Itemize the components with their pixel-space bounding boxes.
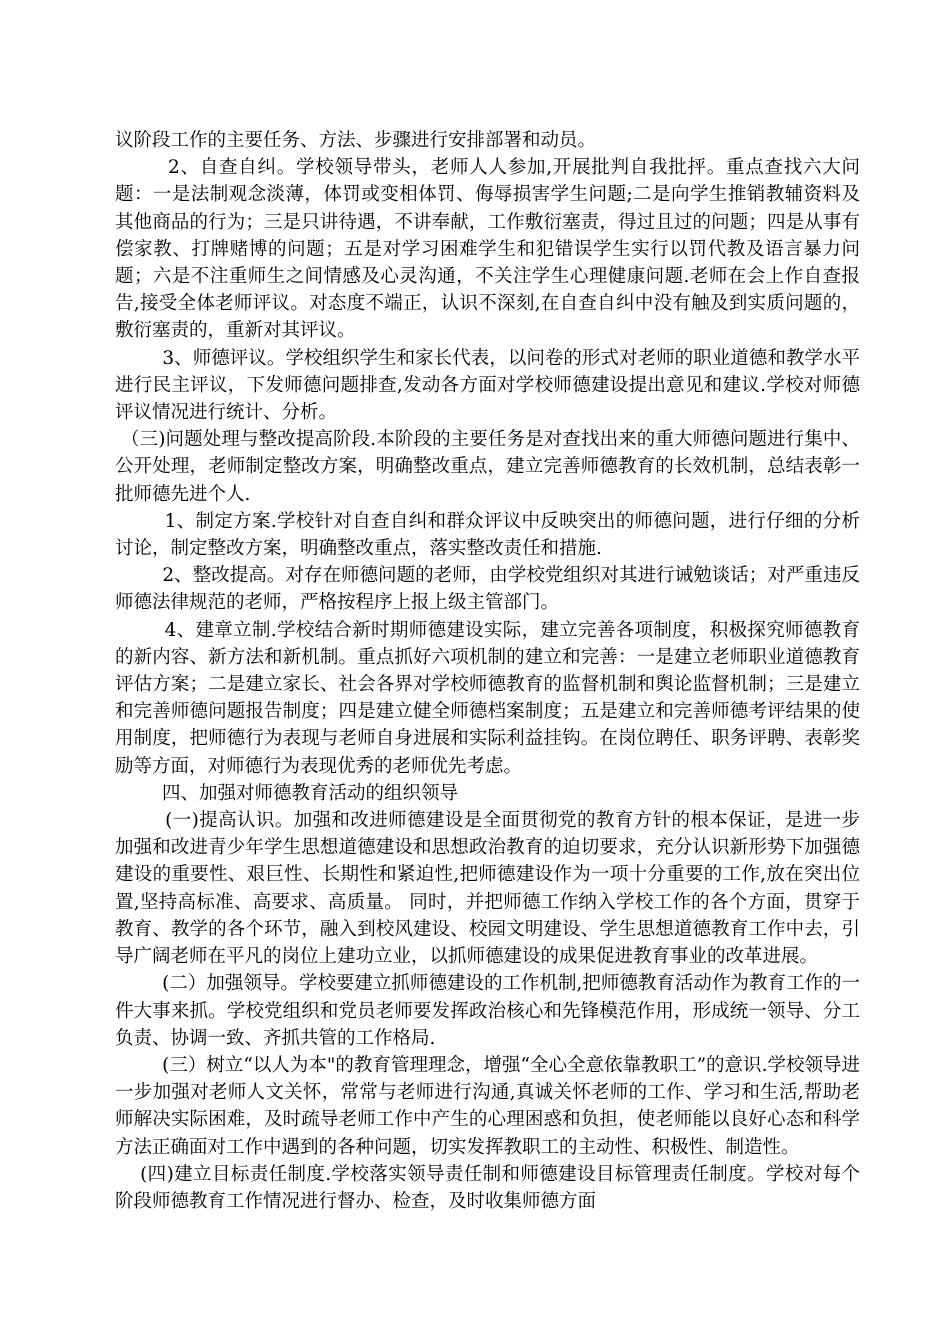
paragraph-make-plan: 1、制定方案.学校针对自查自纠和群众评议中反映突出的师德问题，进行仔细的分析讨论，制定整改方案，明确整改重点，落实整改责任和措施. — [115, 510, 861, 560]
paragraph-rectification-stage: （三)问题处理与整改提高阶段.本阶段的主要任务是对查找出来的重大师德问题进行集中、公开处理，老师制定整改方案，明确整改重点，建立完善师德教育的长效机制，总结表彰一批师德先进个人. — [115, 429, 860, 505]
paragraph-raise-awareness: (一)提高认识。加强和改进师德建设是全面贯彻党的教育方针的根本保证，是进一步加强和改进青少年学生思想道德建设和思想政治教育的迫切要求，充分认识新形势下加强德建设的重要性、艰巨性、长期性和紧迫性,把师德建设作为一项十分重要的工作,放在突出位置,坚持高标准、高要求、高质量。 同时，并把师德工作纳入学校工作的各个方面，贯穿于教育、教学的各个环节，融入到校风建设、校园文明建设、学生思想道德教育工作中去，引导广阔老师在平凡的岗位上建功立业，以抓师德建设的成果促进教育事业的改革进展。 — [115, 810, 860, 968]
paragraph-self-inspection: 2、自查自纠。学校领导带头，老师人人参加,开展批判自我批抨。重点查找六大问题：一是法制观念淡薄，体罚或变相体罚、侮辱损害学生问题;二是向学生推销教辅资料及其他商品的行为；三是只讲待遇，不讲奉献，工作敷衍塞责，得过且过的问题；四是从事有偿家教、打牌赌博的问题；五是对学习困难学生和犯错误学生实行以罚代教及语言暴力问题；六是不注重师生之间情感及心灵沟通，不关注学生心理健康问题.老师在会上作自查报告,接受全体老师评议。对态度不端正，认识不深刻,在自查自纠中没有触及到实质问题的，敷衍塞责的，重新对其评议。 — [115, 157, 861, 342]
paragraph-people-oriented: (三）树立“以人为本"的教育管理理念，增强“全心全意依靠教职工”的意识.学校领导进一步加强对老师人文关怀，常常与老师进行沟通,真诚关怀老师的工作、学习和生活,帮助老师解决实际困难，及时疏导老师工作中产生的心理困惑和负担，使老师能以良好心态和科学方法正确面对工作中遇到的各种问题，切实发挥教职工的主动性、积极性、制造性。 — [115, 1054, 860, 1158]
paragraph-rectify-improve: 2、整改提高。对存在师德问题的老师，由学校党组织对其进行诫勉谈话；对严重违反师德法律规范的老师，严格按程序上报上级主管部门。 — [115, 565, 860, 614]
paragraph-ethics-review: 3、师德评议。学校组织学生和家长代表，以问卷的形式对老师的职业道德和教学水平进行民主评议，下发师德问题排查,发动各方面对学校师德建设提出意见和建议.学校对师德评议情况进行统计、分析。 — [115, 347, 860, 424]
paragraph-strengthen-leadership: (二）加强领导。学校要建立抓师德建设的工作机制,把师德教育活动作为教育工作的一件大事来抓。学校党组织和党员老师要发挥政治核心和先锋模范作用，形成统一领导、分工负责、协调一致、齐抓共管的工作格局. — [115, 973, 860, 1049]
paragraph-continuation: 议阶段工作的主要任务、方法、步骤进行安排部署和动员。 — [115, 130, 597, 151]
section-heading: 四、加强对师德教育活动的组织领导 — [115, 782, 459, 804]
paragraph-build-rules: 4、建章立制.学校结合新时期师德建设实际，建立完善各项制度，积极探究师德教育的新内容、新方法和新机制。重点抓好六项机制的建立和完善：一是建立老师职业道德教育评估方案；二是建立家长、社会各界对学校师德教育的监督机制和舆论监督机制；三是建立和完善师德问题报告制度；四是建立健全师德档案制度；五是建立和完善师德考评结果的使用制度，把师德行为表现与老师自身进展和实际利益挂钩。在岗位聘任、职务评聘、表彰奖励等方面，对师德行为表现优秀的老师优先考虑。 — [115, 619, 861, 777]
paragraph-responsibility-system: (四)建立目标责任制度.学校落实领导责任制和师德建设目标管理责任制度。学校对每个阶段师德教育工作情况进行督办、检查，及时收集师德方面 — [115, 1163, 860, 1212]
document-body — [115, 127, 860, 1215]
